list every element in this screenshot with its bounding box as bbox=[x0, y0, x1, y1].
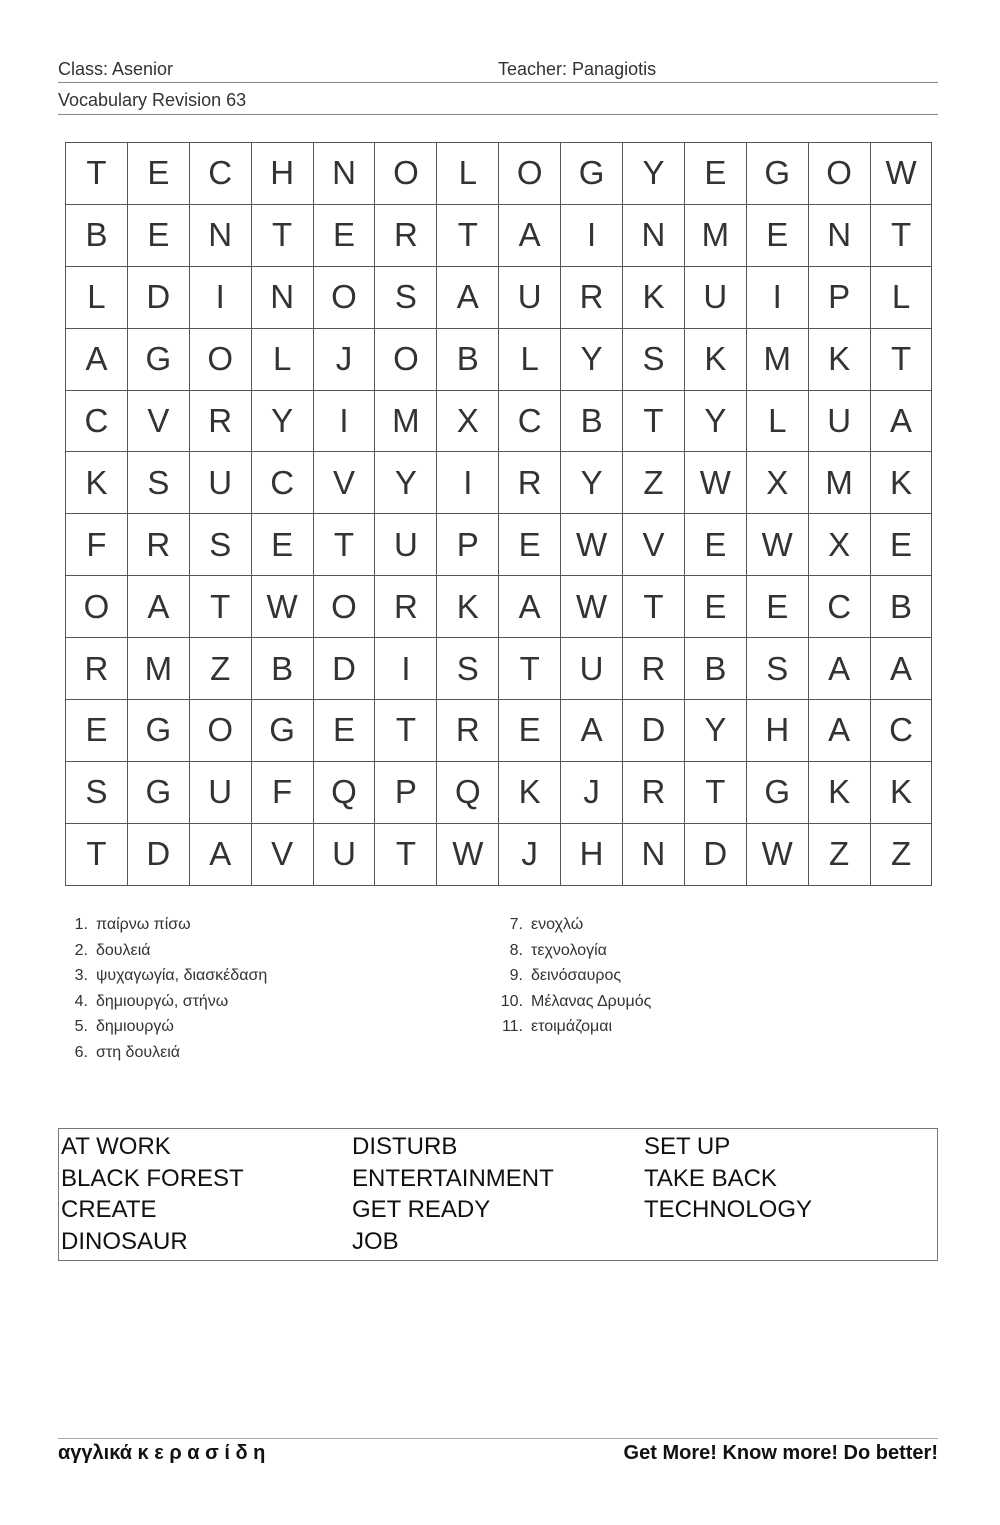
grid-cell[interactable]: I bbox=[375, 638, 437, 700]
grid-cell[interactable]: L bbox=[251, 328, 313, 390]
grid-cell[interactable]: R bbox=[375, 204, 437, 266]
clue-number: 4. bbox=[74, 992, 88, 1010]
grid-cell[interactable]: F bbox=[251, 761, 313, 823]
grid-cell[interactable]: P bbox=[437, 514, 499, 576]
grid-cell[interactable]: S bbox=[746, 638, 808, 700]
grid-cell[interactable]: W bbox=[437, 823, 499, 885]
grid-cell[interactable]: T bbox=[66, 143, 128, 205]
grid-cell[interactable]: I bbox=[746, 266, 808, 328]
clue-text: ψυχαγωγία, διασκέδαση bbox=[96, 967, 268, 985]
clue-item bbox=[58, 989, 267, 1015]
grid-cell[interactable]: A bbox=[808, 638, 870, 700]
clue-text: στη δουλειά bbox=[96, 1043, 181, 1061]
clue-text: δημιουργώ bbox=[96, 1018, 174, 1036]
grid-cell[interactable]: G bbox=[561, 143, 623, 205]
grid-cell[interactable]: E bbox=[66, 700, 128, 762]
grid-cell[interactable]: N bbox=[189, 204, 251, 266]
grid-cell[interactable]: B bbox=[251, 638, 313, 700]
clue-item bbox=[493, 912, 651, 938]
clue-text: δεινόσαυρος bbox=[531, 967, 622, 985]
grid-cell[interactable]: O bbox=[189, 700, 251, 762]
grid-cell[interactable]: M bbox=[684, 204, 746, 266]
word-bank-item: CREATE bbox=[61, 1196, 157, 1223]
grid-cell[interactable]: P bbox=[808, 266, 870, 328]
word-bank-item: TECHNOLOGY bbox=[644, 1196, 813, 1223]
grid-cell[interactable]: O bbox=[808, 143, 870, 205]
footer-brand: αγγλικά κ ε ρ α σ ί δ η bbox=[58, 1442, 266, 1464]
grid-cell[interactable]: Z bbox=[623, 452, 685, 514]
grid-row bbox=[66, 514, 932, 576]
grid-row bbox=[66, 823, 932, 885]
grid-cell[interactable]: R bbox=[189, 390, 251, 452]
grid-cell[interactable]: Z bbox=[808, 823, 870, 885]
grid-cell[interactable]: C bbox=[189, 143, 251, 205]
header-divider-bottom bbox=[58, 114, 938, 115]
grid-cell[interactable]: S bbox=[66, 761, 128, 823]
clue-item bbox=[493, 938, 651, 964]
grid-cell[interactable]: L bbox=[66, 266, 128, 328]
grid-cell[interactable]: D bbox=[127, 823, 189, 885]
grid-cell[interactable]: K bbox=[684, 328, 746, 390]
grid-cell[interactable]: H bbox=[561, 823, 623, 885]
grid-cell[interactable]: G bbox=[746, 761, 808, 823]
grid-cell[interactable]: Z bbox=[189, 638, 251, 700]
grid-cell[interactable]: U bbox=[808, 390, 870, 452]
grid-row bbox=[66, 328, 932, 390]
clue-text: ενοχλώ bbox=[531, 916, 584, 933]
word-bank-item: GET READY bbox=[352, 1196, 491, 1223]
grid-cell[interactable]: T bbox=[251, 204, 313, 266]
clue-item bbox=[58, 1040, 267, 1066]
grid-cell[interactable]: H bbox=[251, 143, 313, 205]
grid-cell[interactable]: E bbox=[870, 514, 932, 576]
grid-cell[interactable]: E bbox=[746, 576, 808, 638]
grid-row bbox=[66, 638, 932, 700]
grid-cell[interactable]: B bbox=[561, 390, 623, 452]
grid-cell[interactable]: Y bbox=[561, 328, 623, 390]
grid-cell[interactable]: Y bbox=[375, 452, 437, 514]
clue-number: 1. bbox=[74, 916, 88, 933]
grid-cell[interactable]: E bbox=[684, 576, 746, 638]
grid-cell[interactable]: S bbox=[127, 452, 189, 514]
grid-cell[interactable]: I bbox=[313, 390, 375, 452]
grid-cell[interactable]: V bbox=[623, 514, 685, 576]
grid-cell[interactable]: C bbox=[251, 452, 313, 514]
grid-cell[interactable]: S bbox=[623, 328, 685, 390]
grid-cell[interactable]: K bbox=[808, 761, 870, 823]
word-bank-item: JOB bbox=[352, 1227, 399, 1255]
grid-cell[interactable]: G bbox=[746, 143, 808, 205]
grid-cell[interactable]: J bbox=[499, 823, 561, 885]
grid-cell[interactable]: M bbox=[375, 390, 437, 452]
grid-cell[interactable]: N bbox=[808, 204, 870, 266]
grid-cell[interactable]: A bbox=[870, 638, 932, 700]
grid-cell[interactable]: Y bbox=[623, 143, 685, 205]
grid-cell[interactable]: A bbox=[499, 204, 561, 266]
grid-cell[interactable]: A bbox=[561, 700, 623, 762]
grid-cell[interactable]: C bbox=[66, 390, 128, 452]
grid-cell[interactable]: L bbox=[499, 328, 561, 390]
grid-row bbox=[66, 204, 932, 266]
grid-cell[interactable]: G bbox=[127, 761, 189, 823]
clue-text: δημιουργώ, στήνω bbox=[96, 992, 229, 1010]
grid-cell[interactable]: D bbox=[623, 700, 685, 762]
grid-cell[interactable]: K bbox=[66, 452, 128, 514]
grid-cell[interactable]: H bbox=[746, 700, 808, 762]
grid-cell[interactable]: L bbox=[437, 143, 499, 205]
grid-cell[interactable]: W bbox=[251, 576, 313, 638]
grid-cell[interactable]: W bbox=[561, 514, 623, 576]
clue-number: 6. bbox=[74, 1043, 88, 1061]
grid-cell[interactable]: E bbox=[127, 143, 189, 205]
word-bank-column bbox=[352, 1131, 554, 1257]
grid-cell[interactable]: W bbox=[746, 823, 808, 885]
grid-cell[interactable]: K bbox=[499, 761, 561, 823]
grid-cell[interactable]: T bbox=[684, 761, 746, 823]
clue-item bbox=[493, 1014, 651, 1040]
grid-cell[interactable]: A bbox=[66, 328, 128, 390]
grid-cell[interactable]: R bbox=[375, 576, 437, 638]
clue-text: τεχνολογία bbox=[531, 941, 607, 959]
grid-cell[interactable]: E bbox=[313, 204, 375, 266]
grid-cell[interactable]: Q bbox=[313, 761, 375, 823]
grid-cell[interactable]: V bbox=[251, 823, 313, 885]
worksheet-subtitle: Vocabulary Revision 63 bbox=[58, 90, 247, 110]
grid-cell[interactable]: C bbox=[808, 576, 870, 638]
grid-cell[interactable]: A bbox=[808, 700, 870, 762]
grid-cell[interactable]: T bbox=[189, 576, 251, 638]
grid-cell[interactable]: K bbox=[437, 576, 499, 638]
grid-cell[interactable]: E bbox=[746, 204, 808, 266]
clue-number: 7. bbox=[509, 916, 523, 933]
grid-cell[interactable]: T bbox=[623, 390, 685, 452]
grid-row bbox=[66, 700, 932, 762]
grid-cell[interactable]: I bbox=[189, 266, 251, 328]
clue-item bbox=[493, 963, 651, 989]
grid-cell[interactable]: B bbox=[66, 204, 128, 266]
grid-cell[interactable]: D bbox=[313, 638, 375, 700]
clue-number: 11. bbox=[501, 1018, 523, 1036]
grid-cell[interactable]: M bbox=[127, 638, 189, 700]
grid-row bbox=[66, 761, 932, 823]
grid-cell[interactable]: N bbox=[623, 823, 685, 885]
grid-cell[interactable]: Q bbox=[437, 761, 499, 823]
clue-number: 3. bbox=[74, 967, 88, 985]
word-bank-item: ENTERTAINMENT bbox=[352, 1164, 554, 1192]
grid-cell[interactable]: X bbox=[437, 390, 499, 452]
grid-cell[interactable]: S bbox=[189, 514, 251, 576]
grid-cell[interactable]: O bbox=[189, 328, 251, 390]
grid-cell[interactable]: Y bbox=[251, 390, 313, 452]
grid-cell[interactable]: S bbox=[375, 266, 437, 328]
grid-cell[interactable]: T bbox=[375, 700, 437, 762]
grid-cell[interactable]: A bbox=[870, 390, 932, 452]
grid-row bbox=[66, 390, 932, 452]
grid-cell[interactable]: Y bbox=[561, 452, 623, 514]
word-bank-column bbox=[644, 1131, 812, 1226]
grid-cell[interactable]: N bbox=[313, 143, 375, 205]
grid-cell[interactable]: R bbox=[561, 266, 623, 328]
grid-cell[interactable]: R bbox=[437, 700, 499, 762]
grid-cell[interactable]: C bbox=[499, 390, 561, 452]
grid-cell[interactable]: X bbox=[808, 514, 870, 576]
grid-cell[interactable]: E bbox=[499, 514, 561, 576]
grid-cell[interactable]: J bbox=[313, 328, 375, 390]
clue-text: Μέλανας Δρυμός bbox=[531, 992, 652, 1010]
grid-cell[interactable]: U bbox=[684, 266, 746, 328]
grid-cell[interactable]: P bbox=[375, 761, 437, 823]
grid-cell[interactable]: U bbox=[499, 266, 561, 328]
grid-cell[interactable]: R bbox=[66, 638, 128, 700]
clue-text: παίρνω πίσω bbox=[96, 916, 191, 933]
grid-cell[interactable]: K bbox=[870, 452, 932, 514]
grid-cell[interactable]: E bbox=[313, 700, 375, 762]
grid-cell[interactable]: R bbox=[623, 638, 685, 700]
grid-cell[interactable]: E bbox=[684, 514, 746, 576]
header-divider-top bbox=[58, 82, 938, 83]
grid-cell[interactable]: X bbox=[746, 452, 808, 514]
word-bank-item: AT WORK bbox=[61, 1133, 171, 1160]
clue-item bbox=[58, 938, 267, 964]
clue-number: 2. bbox=[74, 941, 88, 959]
grid-cell[interactable]: T bbox=[313, 514, 375, 576]
grid-cell[interactable]: R bbox=[499, 452, 561, 514]
grid-cell[interactable]: A bbox=[127, 576, 189, 638]
grid-cell[interactable]: G bbox=[127, 328, 189, 390]
grid-cell[interactable]: L bbox=[746, 390, 808, 452]
word-bank-column bbox=[61, 1131, 244, 1257]
grid-cell[interactable]: G bbox=[127, 700, 189, 762]
grid-cell[interactable]: O bbox=[313, 576, 375, 638]
grid-cell[interactable]: V bbox=[127, 390, 189, 452]
grid-cell[interactable]: M bbox=[746, 328, 808, 390]
grid-cell[interactable]: O bbox=[375, 143, 437, 205]
grid-cell[interactable]: U bbox=[189, 452, 251, 514]
grid-cell[interactable]: W bbox=[561, 576, 623, 638]
grid-cell[interactable]: T bbox=[870, 328, 932, 390]
grid-cell[interactable]: T bbox=[66, 823, 128, 885]
grid-cell[interactable]: S bbox=[437, 638, 499, 700]
grid-cell[interactable]: J bbox=[561, 761, 623, 823]
grid-cell[interactable]: W bbox=[870, 143, 932, 205]
clue-text: ετοιμάζομαι bbox=[531, 1018, 613, 1036]
word-bank-item: SET UP bbox=[644, 1133, 731, 1160]
grid-cell[interactable]: B bbox=[437, 328, 499, 390]
grid-cell[interactable]: K bbox=[623, 266, 685, 328]
footer-divider bbox=[58, 1438, 938, 1439]
grid-cell[interactable]: A bbox=[189, 823, 251, 885]
grid-cell[interactable]: M bbox=[808, 452, 870, 514]
grid-cell[interactable]: I bbox=[437, 452, 499, 514]
word-bank bbox=[58, 1128, 938, 1261]
grid-cell[interactable]: N bbox=[623, 204, 685, 266]
clue-item bbox=[58, 963, 267, 989]
clue-item bbox=[493, 989, 651, 1015]
clue-text: δουλειά bbox=[96, 941, 151, 959]
grid-row bbox=[66, 452, 932, 514]
grid-cell[interactable]: D bbox=[127, 266, 189, 328]
word-bank-item: DINOSAUR bbox=[61, 1227, 188, 1255]
grid-cell[interactable]: R bbox=[623, 761, 685, 823]
clue-list-right bbox=[493, 912, 651, 1040]
class-label: Class: Asenior bbox=[58, 59, 174, 79]
grid-cell[interactable]: B bbox=[870, 576, 932, 638]
grid-cell[interactable]: A bbox=[437, 266, 499, 328]
clue-number: 10. bbox=[500, 992, 523, 1010]
grid-cell[interactable]: Y bbox=[684, 700, 746, 762]
word-bank-item: TAKE BACK bbox=[644, 1164, 777, 1192]
grid-cell[interactable]: V bbox=[313, 452, 375, 514]
grid-cell[interactable]: K bbox=[808, 328, 870, 390]
grid-cell[interactable]: D bbox=[684, 823, 746, 885]
grid-row bbox=[66, 266, 932, 328]
grid-cell[interactable]: K bbox=[870, 761, 932, 823]
grid-cell[interactable]: U bbox=[189, 761, 251, 823]
clue-item bbox=[58, 1014, 267, 1040]
grid-cell[interactable]: U bbox=[313, 823, 375, 885]
word-search-grid bbox=[65, 142, 932, 886]
grid-cell[interactable]: I bbox=[561, 204, 623, 266]
grid-cell[interactable]: G bbox=[251, 700, 313, 762]
footer-slogan: Get More! Know more! Do better! bbox=[623, 1442, 938, 1464]
grid-row bbox=[66, 143, 932, 205]
clue-list-left bbox=[58, 912, 267, 1066]
grid-cell[interactable]: T bbox=[870, 204, 932, 266]
grid-cell[interactable]: U bbox=[375, 514, 437, 576]
grid-cell[interactable]: O bbox=[66, 576, 128, 638]
clue-number: 8. bbox=[509, 941, 523, 959]
grid-cell[interactable]: W bbox=[684, 452, 746, 514]
grid-cell[interactable]: O bbox=[375, 328, 437, 390]
grid-cell[interactable]: E bbox=[684, 143, 746, 205]
grid-cell[interactable]: U bbox=[561, 638, 623, 700]
grid-cell[interactable]: F bbox=[66, 514, 128, 576]
grid-cell[interactable]: O bbox=[499, 143, 561, 205]
word-bank-item: BLACK FOREST bbox=[61, 1164, 244, 1192]
grid-cell[interactable]: A bbox=[499, 576, 561, 638]
grid-cell[interactable]: C bbox=[870, 700, 932, 762]
grid-cell[interactable]: T bbox=[375, 823, 437, 885]
grid-cell[interactable]: T bbox=[437, 204, 499, 266]
grid-cell[interactable]: Z bbox=[870, 823, 932, 885]
grid-cell[interactable]: Y bbox=[684, 390, 746, 452]
grid-cell[interactable]: B bbox=[684, 638, 746, 700]
grid-cell[interactable]: E bbox=[127, 204, 189, 266]
clue-number: 9. bbox=[509, 967, 523, 985]
grid-cell[interactable]: L bbox=[870, 266, 932, 328]
word-bank-item: DISTURB bbox=[352, 1133, 458, 1160]
grid-cell[interactable]: W bbox=[746, 514, 808, 576]
grid-cell[interactable]: O bbox=[313, 266, 375, 328]
grid-cell[interactable]: T bbox=[623, 576, 685, 638]
grid-cell[interactable]: N bbox=[251, 266, 313, 328]
grid-cell[interactable]: E bbox=[499, 700, 561, 762]
grid-cell[interactable]: E bbox=[251, 514, 313, 576]
teacher-label: Teacher: Panagiotis bbox=[498, 59, 657, 79]
clue-number: 5. bbox=[74, 1018, 88, 1036]
clue-item bbox=[58, 912, 267, 938]
grid-cell[interactable]: R bbox=[127, 514, 189, 576]
grid-row bbox=[66, 576, 932, 638]
grid-cell[interactable]: T bbox=[499, 638, 561, 700]
